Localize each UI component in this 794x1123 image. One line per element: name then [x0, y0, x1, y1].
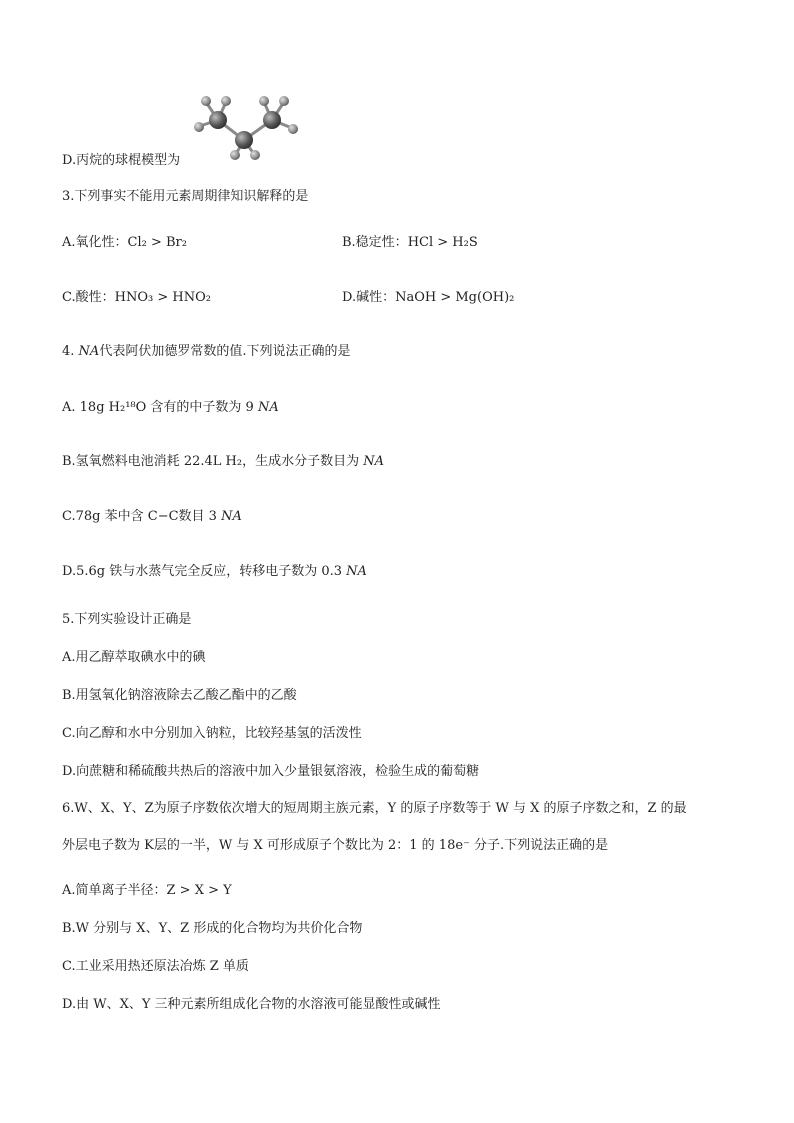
q4-stem-number: 4. — [62, 344, 79, 359]
q3-option-b — [342, 234, 478, 252]
q6-stem-line-1: 6.W、X、Y、Z为原子序数依次增大的短周期主族元素，Y 的原子序数等于 W 与 X 的原子序数之和，Z 的最 — [62, 801, 687, 816]
q3-option-c-formula: HNO₃ > HNO₂ — [114, 290, 211, 305]
q6-option-c: C.工业采用热还原法冶炼 Z 单质 — [62, 959, 249, 974]
q3-option-b-prefix: B.稳定性： — [342, 235, 408, 250]
q4-option-c — [62, 508, 242, 526]
q5-option-c: C.向乙醇和水中分别加入钠粒，比较羟基氢的活泼性 — [62, 726, 362, 741]
q3-option-c — [62, 289, 211, 307]
q6-option-b: B.W 分别与 X、Y、Z 形成的化合物均为共价化合物 — [62, 921, 363, 936]
q4-option-b — [62, 453, 384, 471]
q4-stem — [62, 343, 350, 361]
q3-option-d-formula: NaOH > Mg(OH)₂ — [395, 290, 515, 305]
q3-option-a — [62, 234, 187, 252]
q5-option-b: B.用氢氧化钠溶液除去乙酸乙酯中的乙酸 — [62, 688, 297, 703]
propane-ball-stick-model-image — [186, 92, 304, 162]
q3-option-a-formula: Cl₂ > Br₂ — [127, 235, 187, 250]
q3-option-d — [342, 289, 514, 307]
q4-option-a-na: NA — [257, 400, 279, 415]
q4-stem-na-symbol: NA — [78, 344, 100, 359]
q4-option-b-na: NA — [363, 454, 384, 469]
q6-stem-line-2: 外层电子数为 K层的一半，W 与 X 可形成原子个数比为 2：1 的 18e⁻ 分子.下列说法正确的是 — [62, 838, 609, 853]
q3-option-b-formula: HCl > H₂S — [407, 235, 478, 250]
q4-option-d — [62, 563, 367, 581]
q5-option-a: A.用乙醇萃取碘水中的碘 — [62, 650, 206, 665]
q4-option-d-na: NA — [346, 564, 367, 579]
q5-stem: 5.下列实验设计正确是 — [62, 612, 192, 627]
q5-option-d: D.向蔗糖和稀硫酸共热后的溶液中加入少量银氨溶液，检验生成的葡萄糖 — [62, 764, 480, 779]
q4-option-a — [62, 399, 279, 417]
q2-option-d: D.丙烷的球棍模型为 — [62, 153, 181, 168]
q3-option-c-prefix: C.酸性： — [62, 290, 115, 305]
q4-stem-text: 代表阿伏加德罗常数的值.下列说法正确的是 — [99, 344, 351, 359]
q6-option-a: A.简单离子半径：Z > X > Y — [62, 883, 232, 898]
q3-stem: 3.下列事实不能用元素周期律知识解释的是 — [62, 189, 309, 204]
q6-option-d: D.由 W、X、Y 三种元素所组成化合物的水溶液可能显酸性或碱性 — [62, 997, 441, 1012]
q4-option-c-text: C.78g 苯中含 C−C数目 3 — [62, 509, 217, 524]
q4-option-a-text: A. 18g H₂¹⁸O 含有的中子数为 9 — [62, 400, 254, 415]
q4-option-b-text: B.氢氧燃料电池消耗 22.4L H₂，生成水分子数目为 — [62, 454, 360, 469]
q3-option-d-prefix: D.碱性： — [342, 290, 396, 305]
q4-option-d-text: D.5.6g 铁与水蒸气完全反应，转移电子数为 0.3 — [62, 564, 343, 579]
q4-option-c-na: NA — [221, 509, 242, 524]
q3-option-a-prefix: A.氧化性： — [62, 235, 128, 250]
